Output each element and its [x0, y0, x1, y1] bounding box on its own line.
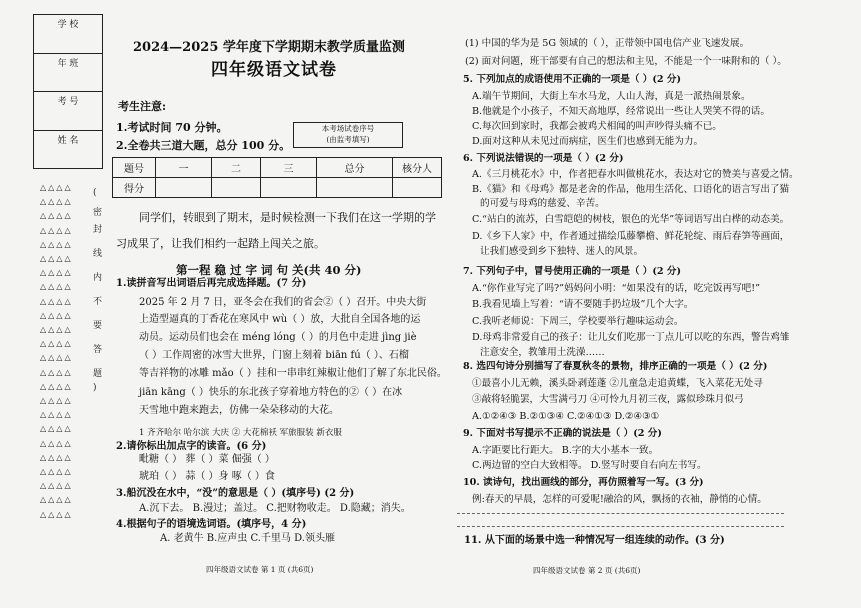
q4-title: 4.根据句子的语境选词语。(填序号，4 分)	[116, 519, 307, 530]
triangle-decoration: △△△△	[40, 225, 73, 235]
passage-line: jiān kāng（ ）快乐的东北孩子穿着地方特色的②（ ）在冰	[139, 387, 403, 398]
triangle-decoration: △△△△	[40, 282, 73, 292]
q4-options: A. 老黄牛 B.应声虫 C.千里马 D.领头雁	[160, 533, 335, 544]
question-line: C.每次回到家时，我都会被鸡犬相闻的叫声吵得头痛不已。	[472, 121, 722, 132]
triangle-decoration: △△△△	[40, 424, 73, 434]
exam-number-field[interactable]: 考 号	[34, 92, 102, 131]
page-footer-2: 四年级语文试卷 第 2 页 (共6页)	[533, 566, 641, 575]
triangle-decoration: △△△△	[40, 367, 73, 377]
score-label-cell: 得分	[113, 178, 156, 198]
triangle-decoration: △△△△	[40, 438, 73, 448]
triangle-decoration: △△△△	[40, 183, 73, 192]
intro-line-2: 习成果了，让我们相约一起踏上闯关之旅。	[116, 237, 325, 250]
question-line: A.①②④③ B.②①③④ C.②④①③ D.②④③①	[472, 411, 660, 422]
question-line: 9. 下面对书写提示不正确的说法是（ ）(2 分)	[463, 428, 662, 439]
score-entry-cell[interactable]	[393, 178, 442, 198]
page-footer-1: 四年级语文试卷 第 1 页 (共6页)	[206, 565, 314, 574]
score-header-cell: 题号	[113, 158, 156, 178]
score-entry-cell[interactable]	[212, 178, 261, 198]
question-line: C.两边留的空白大致相等。 D.竖写时要自右向左书写。	[472, 460, 707, 471]
passage-line: 动员。运动员们也会在 méng lóng（ ）的月色中走进 jìng jiè	[139, 332, 417, 343]
question-line: A.端午节期间，大街上车水马龙，人山人海，真是一派热闹景象。	[472, 91, 751, 102]
triangle-decoration: △△△△	[40, 452, 73, 462]
passage-line: （ ）工作周密的冰雪大世界，门窗上刻着 biān fú（ ）、石榴	[139, 350, 409, 361]
q11-title: 11. 从下面的场景中选一种情况写一组连续的动作。(3 分)	[464, 535, 725, 546]
exam-subtitle: 四年级语文试卷	[211, 60, 337, 80]
triangle-decoration: △△△△	[40, 410, 73, 420]
seat-number-box[interactable]: 本考场试卷序号 (由监考填写)	[293, 122, 403, 148]
triangle-decoration: △△△△	[40, 509, 73, 519]
notice-time: 1.考试时间 70 分钟。	[116, 121, 228, 134]
triangle-decoration: △△△△	[40, 268, 73, 278]
student-info-box	[33, 14, 103, 169]
q1-options: 1 齐齐哈尔 哈尔滨 大庆 ② 大花棉袄 军旅服装 新衣服	[139, 428, 342, 438]
school-field[interactable]: 学 校	[34, 15, 102, 54]
question-line: A.《三月桃花水》中，作者把春水叫做桃花水，表达对它的赞美与喜爱之情。	[472, 169, 799, 180]
question-line: 6. 下列说法错误的一项是（ ）(2 分)	[463, 153, 624, 164]
question-line: B.《猫》和《母鸡》都是老舍的作品，他用生活化、口语化的语言写出了猫	[472, 184, 790, 195]
question-line: (2) 面对问题，班干部要有自己的想法和主见，不能是一个一味附和的（ ）。	[465, 56, 787, 67]
question-line: B.我看见墙上写着：“请不要随手扔垃圾”几个大字。	[472, 299, 694, 310]
answer-line[interactable]	[457, 513, 784, 514]
question-line: A.“你作业写完了吗?”妈妈问小明：“如果没有的话，吃完饭再写吧!”	[472, 283, 761, 294]
triangle-decoration: △△△△	[40, 197, 73, 207]
question-line: D.母鸡非常爱自己的孩子：让儿女们吃那一丁点儿可以吃的东西，警告鸡雏	[472, 332, 790, 343]
answer-line[interactable]	[457, 526, 784, 527]
q2-row: 毗糖（ ） 葬（ ）菜 倔强（ ）	[139, 454, 275, 465]
question-line: 注意安全，教雏用土洗澡……	[480, 347, 605, 358]
triangle-decoration: △△△△	[40, 310, 73, 320]
score-table	[112, 157, 442, 198]
triangle-decoration: △△△△	[40, 481, 73, 491]
score-entry-cell[interactable]	[261, 178, 317, 198]
question-line: A.字距要比行距大。 B.字的大小基本一致。	[472, 445, 659, 456]
score-entry-cell[interactable]	[317, 178, 393, 198]
q3-options: A.沉下去。 B.漫过；盖过。 C.把财物收走。 D.隐藏；消失。	[139, 503, 411, 514]
score-header-cell: 总分	[317, 158, 393, 178]
question-line: 10. 读诗句，找出画线的部分，再仿照着写一写。(3 分)	[463, 477, 704, 488]
question-line: ①最喜小儿无赖，溪头卧剥莲蓬 ②儿童急走追黄蝶，飞入菜花无处寻	[472, 378, 763, 389]
question-line: C.我听老师说：下周三，学校要举行趣味运动会。	[472, 316, 684, 327]
notice-score: 2.全卷共三道大题，总分 100 分。	[116, 139, 291, 152]
triangle-decoration: △△△△	[40, 353, 73, 363]
triangle-decoration: △△△△	[40, 396, 73, 405]
triangle-decoration: △△△△	[40, 467, 73, 476]
question-line: B.他就是个小孩子，不知天高地厚，经常说出一些让人哭笑不得的话。	[472, 106, 770, 117]
triangle-decoration: △△△△	[40, 254, 73, 263]
passage-line: 上造型逼真的丁香花在寒风中 wù（ ）放，大批自全国各地的运	[139, 314, 421, 325]
triangle-decoration: △△△△	[40, 325, 73, 334]
triangle-decoration: △△△△	[40, 296, 73, 306]
question-line: D.《乡下人家》中，作者通过描绘瓜藤攀檐、鲜花轮绽、雨后春笋等画面，	[472, 231, 790, 242]
intro-line-1: 同学们，转眼到了期末，是时候检测一下我们在这一学期的学	[139, 211, 436, 224]
passage-line: 天雪地中跑来跑去，仿佛一朵朵移动的大花。	[139, 405, 339, 416]
score-entry-cell[interactable]	[156, 178, 212, 198]
triangle-decoration: △△△△	[40, 211, 73, 221]
question-line: D.面对这种从未见过而病症，医生们也感到无能为力。	[472, 136, 704, 147]
score-header-cell: 核分人	[393, 158, 442, 178]
section-title: 第一程 稳 过 字 词 句 关(共 40 分)	[176, 263, 362, 277]
triangle-decoration: △△△△	[40, 381, 73, 391]
question-line: (1) 中国的华为是 5G 领域的（ ），正带领中国电信产业飞速发展。	[465, 38, 750, 49]
question-line: 5. 下列加点的成语使用不正确的一项是（ ）(2 分)	[463, 74, 682, 85]
q2-row: 琥珀（ ） 蒜（ ）身 啄（ ）食	[139, 471, 275, 482]
q1-title: 1.读拼音写出词语后再完成选择题。(7 分)	[116, 278, 307, 289]
q2-title: 2.请你标出加点字的读音。(6 分)	[116, 441, 267, 452]
question-line: 例:春天的早晨，怎样的可爱呢!融洽的风，飘扬的衣袖，静悄的心情。	[472, 494, 767, 505]
passage-line: 等吉祥物的冰雕 mǎo（ ）挂和一串串红辣椒让他们了解了东北民俗。	[139, 368, 447, 379]
question-line: C.“站白的流苏，白雪皑皑的树枝，银色的光华”等词语写出白桦的动态美。	[472, 214, 790, 225]
triangle-decoration: △△△△	[40, 495, 73, 505]
question-line: 的可爱与母鸡的慈爱、辛苦。	[480, 198, 605, 209]
notice-title: 考生注意:	[118, 100, 167, 113]
score-header-cell: 三	[261, 158, 317, 178]
triangle-decoration: △△△△	[40, 339, 73, 349]
question-line: 7. 下列句子中，冒号使用正确的一项是（ ）(2 分)	[463, 266, 682, 277]
name-field[interactable]: 姓 名	[57, 135, 79, 146]
question-line: ③敲将轻脆罢，大雪满弓刀 ④可怜九月初三夜，露似珍珠月似弓	[472, 394, 744, 405]
passage-line: 2025 年 2 月 7 日，亚冬会在我们的省会②（ ）召开。中央大街	[139, 297, 427, 308]
question-line: 8. 选四句诗分别描写了春夏秋冬的景物，排序正确的一项是（ ）(2 分)	[463, 361, 768, 372]
triangle-decoration: △△△△	[40, 239, 73, 249]
exam-title: 2024—2025 学年度下学期期末教学质量监测	[133, 40, 405, 55]
class-field[interactable]: 年 班	[34, 54, 102, 93]
question-line: 让我们感受到乡下独特、迷人的风景。	[480, 246, 644, 257]
score-header-cell: 一	[156, 158, 212, 178]
score-header-cell: 二	[212, 158, 261, 178]
q3-title: 3.船沉没在水中，“没”的意思是（ ）(填序号) (2 分)	[116, 488, 355, 499]
